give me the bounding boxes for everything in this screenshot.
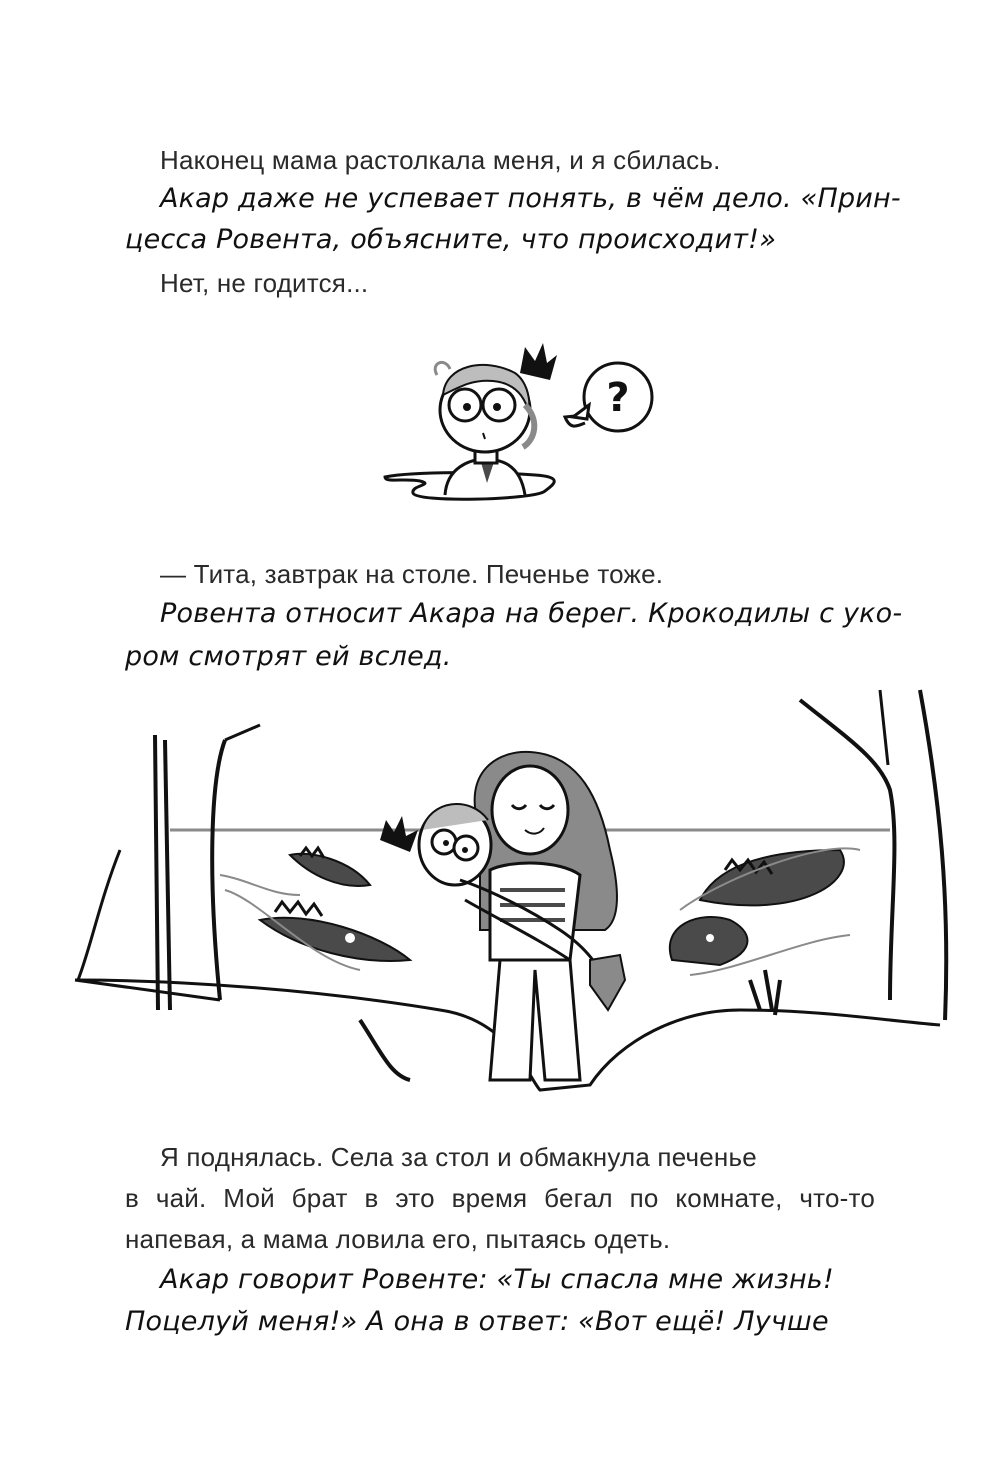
narration-line: напевая, а мама ловила его, пытаясь одеть. <box>125 1224 671 1254</box>
crocodile-right <box>700 850 844 905</box>
story-line: Поцелуй меня!» А она в ответ: «Вот ещё! Лучше <box>125 1306 829 1337</box>
akar-in-water-drawing <box>375 335 665 525</box>
roventa-crocodiles-illustration <box>60 680 960 1100</box>
crocodile-left-bottom <box>260 902 410 961</box>
narration-line: в чай. Мой брат в это время бегал по комнате, что-то <box>125 1183 875 1213</box>
story-line: ром смотрят ей вслед. <box>125 641 452 672</box>
roventa-head <box>492 766 568 854</box>
crown-icon <box>380 816 418 852</box>
crown-icon <box>520 343 557 380</box>
story-line: Акар говорит Ровенте: «Ты спасла мне жизнь! <box>160 1264 834 1295</box>
narration-line: Нет, не годится... <box>160 268 369 298</box>
narration-line: — Тита, завтрак на столе. Печенье тоже. <box>160 559 664 589</box>
roventa-legs <box>490 960 580 1080</box>
story-line: Акар даже не успевает понять, в чём дело. «Прин- <box>160 183 901 214</box>
narration-line: Наконец мама растолкала меня, и я сбилась. <box>160 145 721 175</box>
narration-line: Я поднялась. Села за стол и обмакнула печенье <box>160 1142 757 1172</box>
river-scene-drawing <box>60 680 960 1100</box>
question-mark: ? <box>606 375 630 421</box>
story-line: Ровента относит Акара на берег. Крокодилы с уко- <box>160 598 903 629</box>
story-line: цесса Ровента, объясните, что происходит!» <box>125 224 777 255</box>
crocodile-left-top <box>290 848 370 886</box>
left-tree <box>155 735 170 1010</box>
crocodile-right-bottom <box>670 917 748 965</box>
akar-question-illustration <box>375 335 665 525</box>
